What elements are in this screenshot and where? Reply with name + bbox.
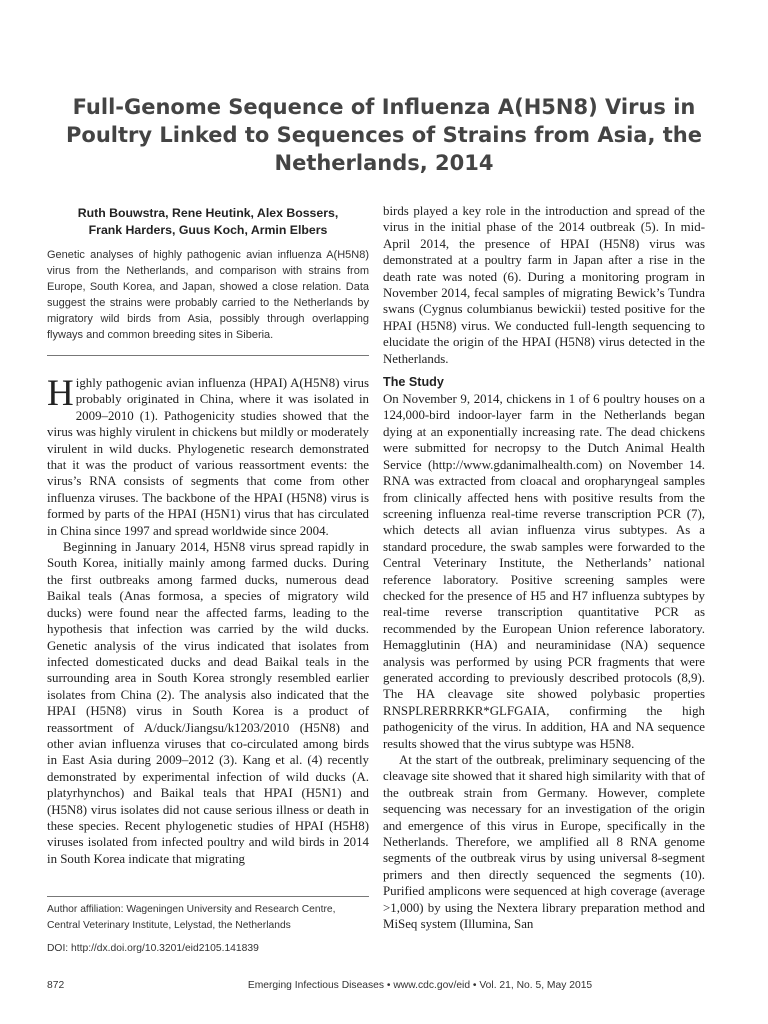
intro-paragraph-1 [47, 375, 369, 539]
journal-footer: Emerging Infectious Diseases • www.cdc.gov/eid • Vol. 21, No. 5, May 2015 [247, 980, 593, 991]
footnote-divider [47, 896, 369, 897]
doi-link[interactable]: DOI: http://dx.doi.org/10.3201/eid2105.141839 [47, 943, 259, 954]
affiliation-line-1: Author affiliation: Wageningen University and Research Centre, [47, 904, 336, 915]
author-list [47, 205, 369, 239]
intro-paragraph-1-text: ighly pathogenic avian influenza (HPAI) A(H5N8) virus probably originated in China, where it was isolated in 2009–2010 (1). Pathogenicity studies showed that the virus was highly virulent in chickens but mildly or moderately virulent in wild ducks. Phylogenetic research demonstrated that it was the product of various reassortment events: the virus’s RNA consists of segments that come from other influenza viruses. The backbone of the HPAI (H5N8) virus is formed by parts of the HPAI (H5N1) virus that has circulated in China since 1997 and spread worldwide since 2004. [47, 376, 369, 538]
abstract-divider [47, 355, 369, 356]
authors-line-2: Frank Harders, Guus Koch, Armin Elbers [88, 223, 328, 237]
section-heading-the-study: The Study [383, 375, 444, 390]
left-column-body [47, 375, 369, 867]
authors-line-1: Ruth Bouwstra, Rene Heutink, Alex Bossers, [77, 206, 339, 220]
drop-cap: H [47, 373, 74, 414]
study-paragraph-2: At the start of the outbreak, preliminary sequencing of the cleavage site showed that it shared high similarity with that of the outbreak strain from Germany. However, complete sequencing was necessary for an investigation of the origin and emergence of this virus in Europe, specifically in the Netherlands. Therefore, we amplified all 8 RNA genome segments of the outbreak virus by using universal 8-segment primers and then directly sequenced the segments (10). Purified amplicons were sequenced at high coverage (average >1,000) by using the Nextera library preparation method and MiSeq system (Illumina, San [383, 753, 705, 932]
right-column-body [383, 203, 705, 932]
page-number: 872 [47, 980, 65, 991]
article-title: Full-Genome Sequence of Influenza A(H5N8) Virus in Poultry Linked to Sequences of Strains from Asia, the Netherlands, 2014 [66, 95, 702, 175]
author-affiliation [47, 902, 369, 934]
intro-paragraph-2: Beginning in January 2014, H5N8 virus spread rapidly in South Korea, initially mainly among farmed ducks. During the first outbreaks among farmed ducks, numerous dead Baikal teals (Anas formosa, a species of migratory wild ducks) were found near the affected farms, leading to the hypothesis that infection was carried by the wild ducks. Genetic analysis of the virus indicated that isolates from infected domesticated ducks and dead Baikal teals in the surrounding area in South Korea strongly resembled earlier isolates from China (2). The analysis also indicated that the HPAI (H5N8) virus in South Korea is a product of reassortment of A/duck/Jiangsu/k1203/2010 (H5N8) and other avian influenza viruses that co-circulated among birds in East Asia during 2009–2012 (3). Kang et al. (4) recently demonstrated by experimental infection of wild ducks (A. platyrhynchos) and Baikal teals that HPAI (H5N1) and (H5N8) virus isolates did not cause serious illness or death in these species. Recent phylogenetic studies of HPAI (H5H8) viruses isolated from infected poultry and wild birds in 2014 in South Korea indicate that migrating [47, 540, 369, 866]
affiliation-line-2: Central Veterinary Institute, Lelystad, the Netherlands [47, 920, 291, 931]
abstract: Genetic analyses of highly pathogenic avian influenza A(H5N8) virus from the Netherlands, and comparison with strains from Europe, South Korea, and Japan, showed a close relation. Data suggest the strains were probably carried to the Netherlands by migratory wild birds from Asia, possibly through overlapping flyways and common breeding sites in Siberia. [47, 249, 369, 342]
right-paragraph-1: birds played a key role in the introduction and spread of the virus in the initial phase of the 2014 outbreak (5). In mid-April 2014, the presence of HPAI (H5N8) virus was demonstrated at a poultry farm in Japan after a rise in the death rate was noted (6). During a monitoring program in November 2014, fecal samples of migrating Bewick’s Tundra swans (Cygnus columbianus bewickii) tested positive for the HPAI (H5N8) virus. We conducted full-length sequencing to elucidate the origin of the HPAI (H5N8) virus detected in the Netherlands. [383, 204, 705, 366]
study-paragraph-1: On November 9, 2014, chickens in 1 of 6 poultry houses on a 124,000-bird indoor-layer farm in the Netherlands began dying at an exponentially increasing rate. The dead chickens were submitted for necropsy to the Dutch Animal Health Service (http://www.gdanimalhealth.com) on November 14. RNA was extracted from cloacal and oropharyngeal samples from clinically affected hens with positive results from the screening influenza real-time reverse transcription PCR (7), which detects all avian influenza virus subtypes. As a standard procedure, the swab samples were forwarded to the Central Veterinary Institute, the Netherlands’ national reference laboratory. Positive screening samples were checked for the presence of H5 and H7 influenza subtypes by real-time reverse transcription quantitative PCR as recommended by the European Union reference laboratory. Hemagglutinin (HA) and neuraminidase (NA) sequence analysis was performed by using PCR fragments that were generated according to previously described protocols (8,9). The HA cleavage site showed polybasic properties RNSPLRERRRKR*GLFGAIA, confirming the high pathogenicity of the virus. In addition, HA and NA sequence results showed that the virus subtype was H5N8. [383, 392, 705, 751]
